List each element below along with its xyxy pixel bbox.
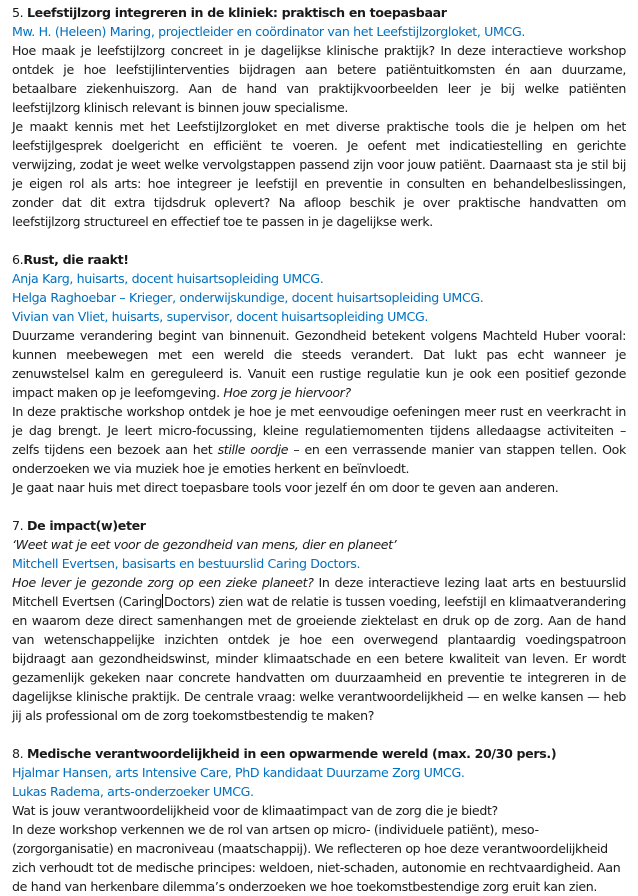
session-5	[12, 3, 626, 231]
speaker: Vivian van Vliet, huisarts, supervisor, docent huisartsopleiding UMCG.	[12, 309, 429, 324]
session-8-heading	[12, 744, 626, 763]
paragraph: In deze workshop verkennen we de rol van artsen op micro- (individuele patiënt), meso- (zorgorganisatie) en macroniveau (maatschappij). We reflecteren op hoe deze verantwoordelijkheid zich verhoudt tot de medische principes: weldoen, niet-schaden, autonomie en rechtvaardigheid. Aan de hand van herkenbare dilemma’s onderzoeken we hoe toekomstbestendige zorg eruit kan zien.	[12, 822, 621, 894]
session-title: Rust, die raakt!	[23, 252, 129, 267]
paragraph-text: In deze interactieve lezing laat arts en bestuurslid Mitchell Evertsen (Caring	[12, 575, 626, 609]
paragraph	[12, 573, 626, 725]
session-6	[12, 250, 626, 497]
speaker: Helga Raghoebar – Krieger, onderwijskundige, docent huisartsopleiding UMCG.	[12, 290, 484, 305]
session-7	[12, 516, 626, 725]
italic-question: Hoe lever je gezonde zorg op een zieke planeet?	[12, 575, 314, 590]
italic-phrase: stille oordje	[217, 442, 289, 457]
session-6-heading	[12, 250, 626, 269]
session-subtitle	[12, 535, 626, 554]
paragraph: Wat is jouw verantwoordelijkheid voor de klimaatimpact van de zorg die je biedt?	[12, 803, 498, 818]
session-number: 5.	[12, 5, 24, 20]
session-5-heading	[12, 3, 626, 22]
paragraph-text: – en een verrassende manier van stappen tellen. Ook onderzoeken we via muziek hoe je emoties herkent en beïnvloedt.	[12, 442, 626, 476]
paragraph-text: Doctors) zien wat de relatie is tussen voeding, leefstijl en klimaatverandering en waarom deze direct samenhangen met de groeiende ziektelast en druk op de zorg. Aan de hand van wetenschappelijke inzichten ontdek je hoe een overwegend plantaardig voedingspatroon bijdraagt aan gezondheidswinst, minder klimaatschade en een betere kwaliteit van leven. Er wordt gezamenlijk gekeken naar concrete handvatten om duurzaamheid en preventie te integreren in de dagelijkse klinische praktijk. De centrale vraag: welke verantwoordelijkheid — en welke kansen — heb jij als professional om de zorg toekomstbestendig te maken?	[12, 594, 626, 723]
paragraph-text: Duurzame verandering begint van binnenuit. Gezondheid betekent volgens Machteld Huber vooral: kunnen meebewegen met een wereld die steeds verandert. Dat lukt pas echt wanneer je zenuwstelsel kalm en gereguleerd is. Vanuit een rustige regulatie kun je ook een positief gezonde impact maken op je leefomgeving.	[12, 328, 626, 400]
paragraph-text: In deze praktische workshop ontdek je hoe je met eenvoudige oefeningen meer rust en veerkracht in je dag brengt. Je leert micro-focussing, kleine regulatiemomenten tijdens alledaagse activiteiten – zelfs tijdens een bezoek aan het	[12, 404, 626, 457]
speaker: Lukas Radema, arts-onderzoeker UMCG.	[12, 784, 254, 799]
speaker: Mitchell Evertsen, basisarts en bestuurslid Caring Doctors.	[12, 556, 361, 571]
subtitle-text: ‘Weet wat je eet voor de gezondheid van mens, dier en planeet’	[12, 537, 397, 552]
session-number: 8.	[12, 746, 24, 761]
session-title: Medische verantwoordelijkheid in een opwarmende wereld (max. 20/30 pers.)	[26, 746, 557, 761]
session-title: De impact(w)eter	[26, 518, 146, 533]
speaker: Anja Karg, huisarts, docent huisartsopleiding UMCG.	[12, 271, 324, 286]
speaker: Hjalmar Hansen, arts Intensive Care, PhD kandidaat Duurzame Zorg UMCG.	[12, 765, 465, 780]
paragraph: Je maakt kennis met het Leefstijlzorgloket en met diverse praktische tools die je helpen om het leefstijlgesprek doelgericht en efficiënt te voeren. Je oefent met indicatiestelling en gerichte verwijzing, zodat je weet welke vervolgstappen passend zijn voor jouw patiënt. Daarnaast sta je stil bij je eigen rol als arts: hoe integreer je leefstijl en preventie in consulten en behandelbeslissingen, zonder dat dit extra tijdsdruk oplevert? Na afloop beschik je over praktische handvatten om leefstijlzorg structureel en effectief toe te passen in je dagelijkse werk.	[12, 119, 626, 229]
italic-question: Hoe zorg je hiervoor?	[223, 385, 351, 400]
paragraph: Je gaat naar huis met direct toepasbare tools voor jezelf én om door te geven aan anderen.	[12, 480, 559, 495]
session-7-heading	[12, 516, 626, 535]
session-number: 7.	[12, 518, 24, 533]
paragraph	[12, 326, 626, 402]
session-number: 6.	[12, 252, 24, 267]
speaker: Mw. H. (Heleen) Maring, projectleider en coördinator van het Leefstijlzorgloket, UMCG.	[12, 24, 526, 39]
session-8	[12, 744, 626, 896]
session-title: Leefstijlzorg integreren in de kliniek: praktisch en toepasbaar	[26, 5, 447, 20]
paragraph	[12, 402, 626, 478]
paragraph: Hoe maak je leefstijlzorg concreet in je dagelijkse klinische praktijk? In deze interactieve workshop ontdek je hoe leefstijlinterventies bijdragen aan betere patiëntuitkomsten én aan duurzame, betaalbare ziekenhuiszorg. Aan de hand van praktijkvoorbeelden leer je bij welke patiënten leefstijlzorg klinisch relevant is binnen jouw specialisme.	[12, 43, 626, 115]
